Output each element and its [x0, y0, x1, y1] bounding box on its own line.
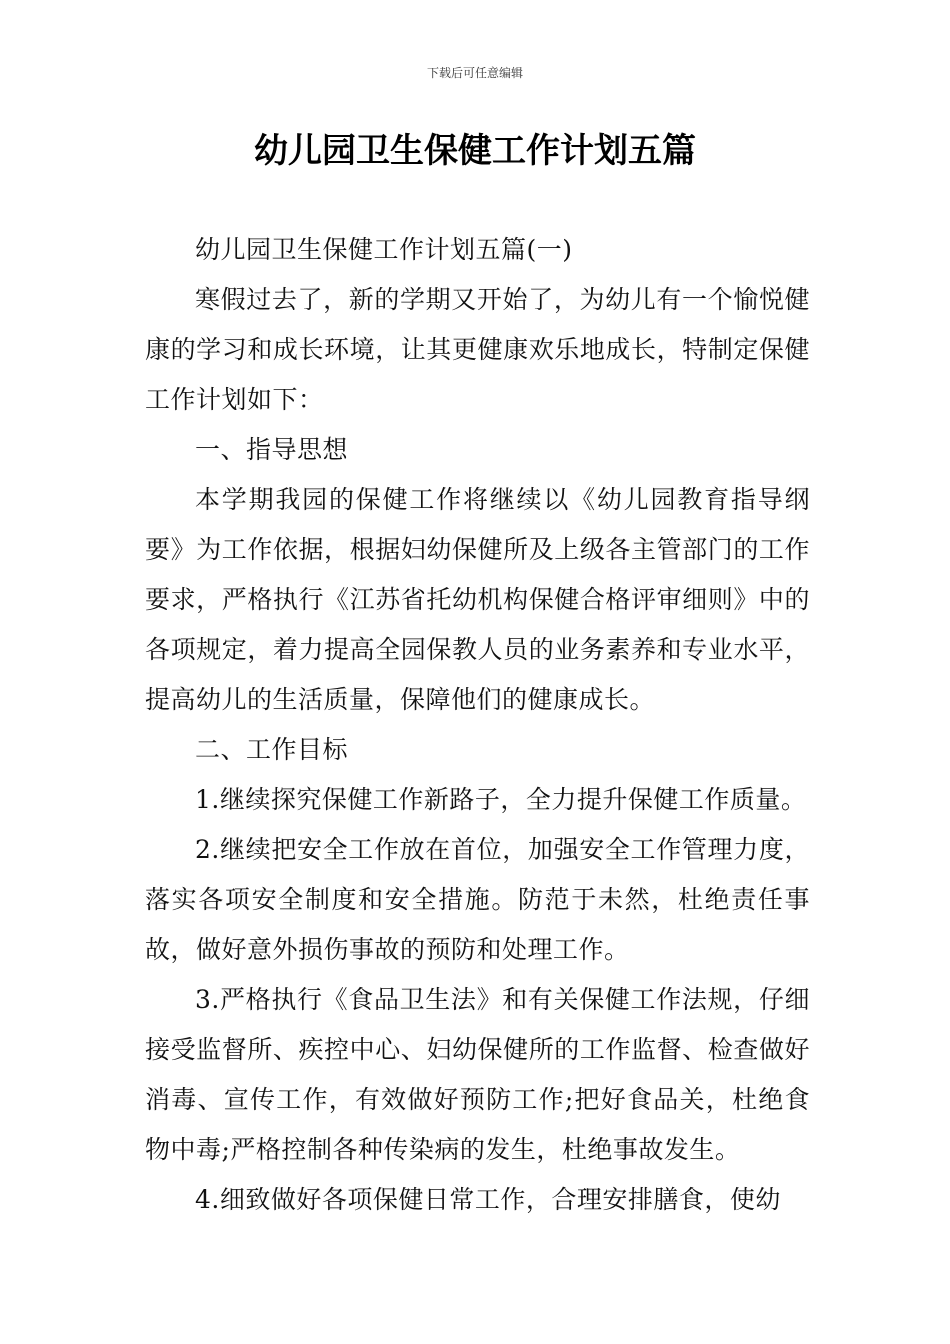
paragraph-guiding-thought: 本学期我园的保健工作将继续以《幼儿园教育指导纲要》为工作依据，根据妇幼保健所及上级各主管部门的工作要求，严格执行《江苏省托幼机构保健合格评审细则》中的各项规定，着力提高全园保教人员的业务素养和专业水平，提高幼儿的生活质量，保障他们的健康成长。 [145, 485, 810, 714]
list-item-goal-1: 1.继续探究保健工作新路子，全力提升保健工作质量。 [195, 785, 807, 814]
list-item-goal-3: 3.严格执行《食品卫生法》和有关保健工作法规，仔细接受监督所、疾控中心、妇幼保健所的工作监督、检查做好消毒、宣传工作，有效做好预防工作;把好食品关，杜绝食物中毒;严格控制各种传染病的发生，杜绝事故发生。 [145, 985, 810, 1164]
section-heading-guiding-thought: 一、指导思想 [195, 435, 349, 464]
document-body [145, 225, 810, 1225]
list-item-goal-2: 2.继续把安全工作放在首位，加强安全工作管理力度，落实各项安全制度和安全措施。防范于未然，杜绝责任事故，做好意外损伤事故的预防和处理工作。 [145, 835, 810, 964]
paragraph-intro: 寒假过去了，新的学期又开始了，为幼儿有一个愉悦健康的学习和成长环境，让其更健康欢乐地成长，特制定保健工作计划如下： [145, 285, 810, 414]
section-heading-work-goals: 二、工作目标 [195, 735, 349, 764]
header-note: 下载后可任意编辑 [426, 66, 523, 80]
document-title: 幼儿园卫生保健工作计划五篇 [254, 131, 696, 171]
list-item-goal-4: 4.细致做好各项保健日常工作，合理安排膳食，使幼 [195, 1185, 781, 1214]
section-subtitle: 幼儿园卫生保健工作计划五篇(一) [195, 235, 573, 264]
